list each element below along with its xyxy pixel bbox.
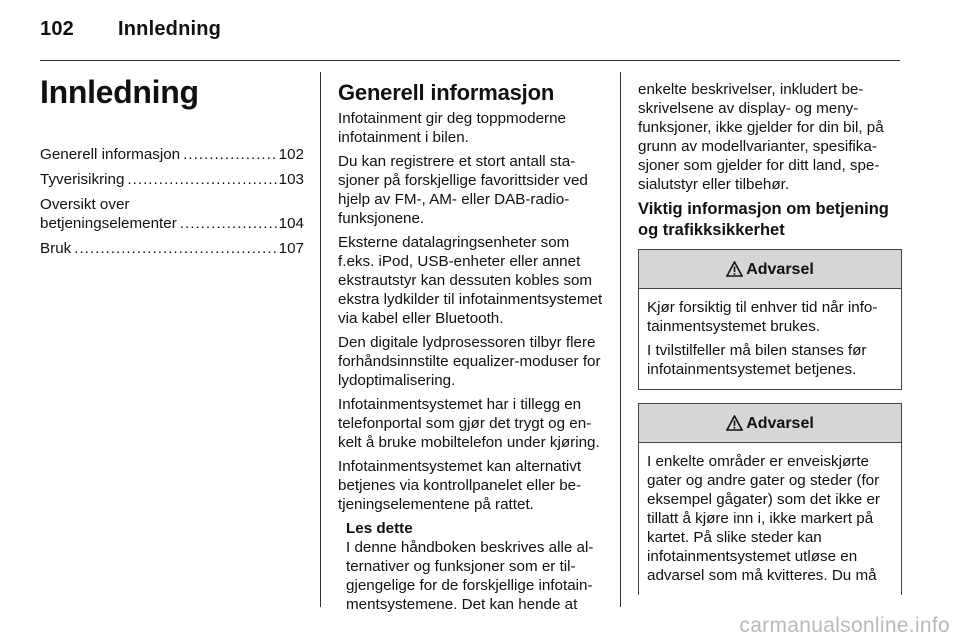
warning-box-2 [638, 403, 902, 595]
page-number: 102 [40, 18, 74, 40]
toc-item-usage[interactable] [40, 239, 304, 258]
paragraph: Eksterne datalagringsenheter som f.eks. iPod, USB-enheter eller annet ekstrautstyr kan dessuten kobles som ekstra lydkilder til infotainmentsystemet via kabel eller Bluetooth. [338, 234, 603, 327]
note-box [346, 519, 604, 614]
toc-label: Bruk [40, 240, 72, 257]
toc-leader [127, 170, 276, 189]
toc-page: 103 [278, 171, 304, 188]
warning-text: I enkelte områder er enveiskjørte gater og andre gater og steder (for eksempel gågater) som det ikke er tillatt å kjøre inn i, ikke markert på kartet. På slike steder kan infotainmentsystemet utløse en advarsel som må kvitteres. Du må [647, 453, 880, 584]
column-divider-2 [620, 72, 621, 607]
warning-box-1 [638, 249, 902, 390]
note-title: Les dette [346, 520, 413, 537]
toc-item-general-info[interactable] [40, 145, 304, 164]
toc-label: Tyverisikring [40, 171, 125, 188]
toc-page: 102 [278, 146, 304, 163]
warning-title: Advarsel [746, 414, 814, 432]
warning-text: I tvilstilfeller må bilen stanses før infotainmentsystemet betjenes. [647, 342, 867, 378]
toc-page: 107 [278, 240, 304, 257]
running-title: Innledning [118, 18, 222, 40]
warning-body [639, 443, 901, 595]
paragraph: Infotainmentsystemet kan alternativt betjenes via kontrollpanelet eller betjeningselementene på rattet. [338, 458, 582, 513]
general-info-column [338, 80, 604, 614]
note-text: I denne håndboken beskrives alle alternativer og funksjoner som er tilgjengelige for de forskjellige infotainmentsystemene. Det kan hende at [346, 539, 594, 613]
toc-leader [183, 145, 277, 164]
toc-item-controls-overview[interactable] [40, 195, 304, 233]
warning-text: Kjør forsiktig til enhver tid når infotainmentsystemet brukes. [647, 299, 878, 335]
toc-leader [180, 214, 277, 233]
safety-column [638, 80, 902, 608]
column-divider-1 [320, 72, 321, 607]
toc-label: Oversikt over betjeningselementer [40, 196, 177, 232]
warning-header [639, 250, 901, 289]
toc-label: Generell informasjon [40, 146, 181, 163]
warning-triangle-icon [726, 415, 743, 431]
chapter-column [40, 74, 304, 264]
watermark: carmanualsonline.info [739, 614, 950, 637]
table-of-contents [40, 145, 304, 258]
section-title: Generell informasjon [338, 80, 555, 105]
subheading: Viktig informasjon om betjening og trafikksikkerhet [638, 200, 889, 239]
warning-header [639, 404, 901, 443]
paragraph: Den digitale lydprosessoren tilbyr flere forhåndsinnstilte equalizer-moduser for lydoptimalisering. [338, 334, 601, 389]
warning-body [639, 289, 901, 389]
header-rule [40, 60, 900, 61]
toc-item-theft-protection[interactable] [40, 170, 304, 189]
paragraph: Infotainmentsystemet har i tillegg en telefonportal som gjør det trygt og enkelt å bruke mobiltelefon under kjøring. [338, 396, 600, 451]
toc-page: 104 [278, 215, 304, 232]
warning-triangle-icon [726, 261, 743, 277]
continuation-paragraph: enkelte beskrivelser, inkludert beskrivelsene av display- og menyfunksjoner, ikke gjelder for din bil, på grunn av modellvarianter, spesifikasjoner som gjelder for ditt land, spesialutstyr eller tilbehør. [638, 81, 884, 193]
paragraph: Infotainment gir deg toppmoderne infotainment i bilen. [338, 110, 566, 146]
warning-title: Advarsel [746, 260, 814, 278]
paragraph: Du kan registrere et stort antall stasjoner på forskjellige favorittsider ved hjelp av FM-, AM- eller DAB-radiofunksjonene. [338, 153, 588, 227]
chapter-title: Innledning [40, 74, 199, 110]
toc-leader [74, 239, 276, 258]
